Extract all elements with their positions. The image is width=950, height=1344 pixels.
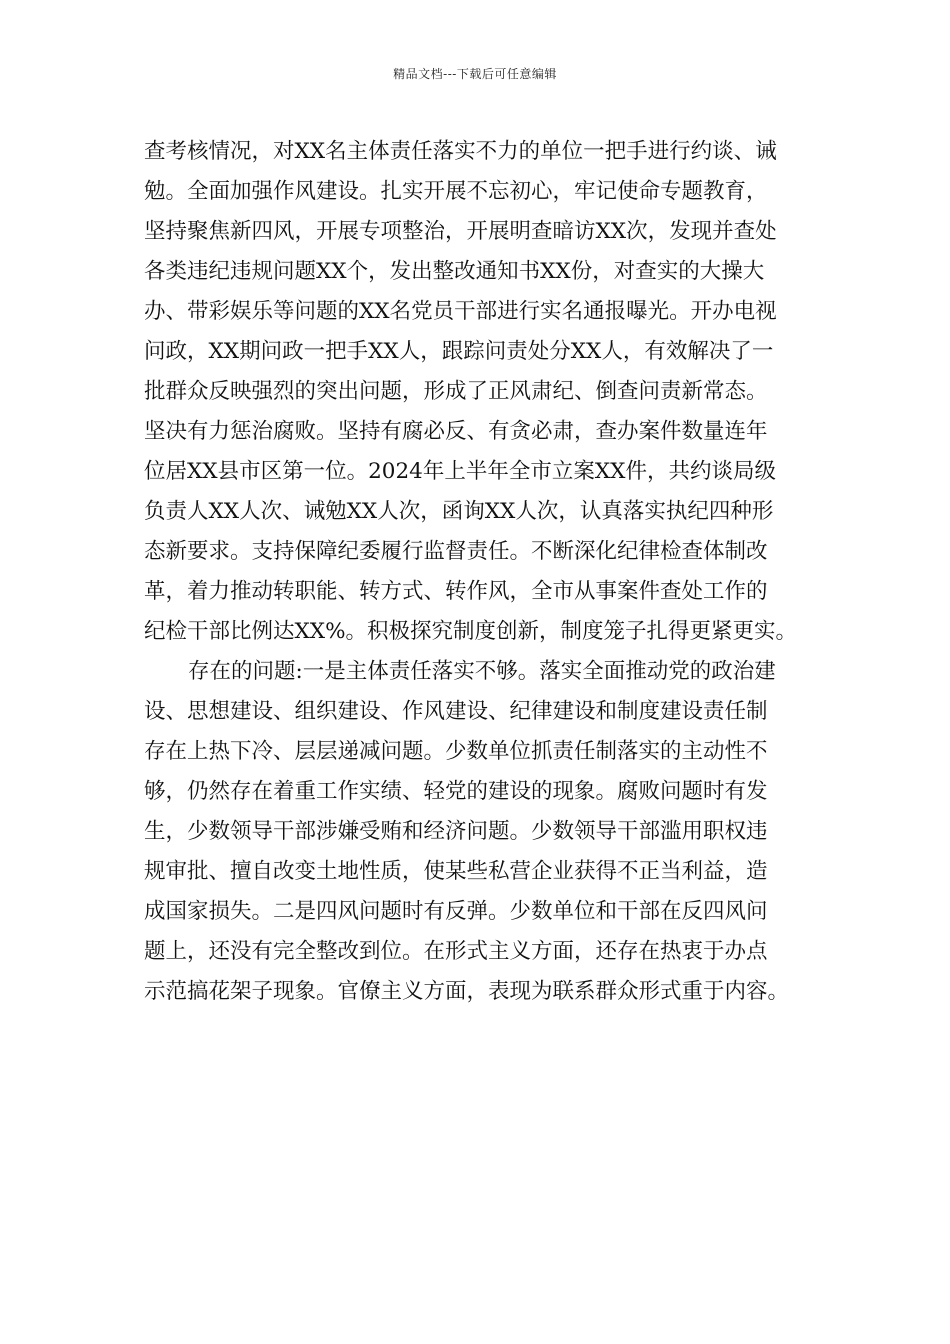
text-line: 各类违纪违规问题XX个，发出整改通知书XX份，对查实的大操大 <box>144 259 765 284</box>
paragraph-2 <box>144 652 834 1012</box>
text-line: 问政，XX期问政一把手XX人，跟踪问责处分XX人，有效解决了一 <box>144 339 774 364</box>
text-line: 坚持聚焦新四风，开展专项整治，开展明查暗访XX次，发现并查处 <box>144 219 777 244</box>
text-line: 勉。全面加强作风建设。扎实开展不忘初心，牢记使命专题教育， <box>144 179 768 204</box>
text-line: 题上，还没有完全整改到位。在形式主义方面，还存在热衷于办点 <box>144 939 768 964</box>
text-line: 查考核情况，对XX名主体责任落实不力的单位一把手进行约谈、诫 <box>144 139 777 164</box>
text-line: 成国家损失。二是四风问题时有反弹。少数单位和干部在反四风问 <box>144 899 768 924</box>
text-line: 存在的问题:一是主体责任落实不够。落实全面推动党的政治建 <box>188 659 776 684</box>
text-line: 纪检干部比例达XX%。积极探究制度创新，制度笼子扎得更紧更实。 <box>144 619 798 644</box>
text-line: 办、带彩娱乐等问题的XX名党员干部进行实名通报曝光。开办电视 <box>144 299 777 324</box>
text-line: 规审批、擅自改变土地性质，使某些私营企业获得不正当利益，造 <box>144 859 768 884</box>
text-line: 批群众反映强烈的突出问题，形成了正风肃纪、倒查问责新常态。 <box>144 379 768 404</box>
text-line: 存在上热下冷、层层递减问题。少数单位抓责任制落实的主动性不 <box>144 739 768 764</box>
text-line: 革，着力推动转职能、转方式、转作风，全市从事案件查处工作的 <box>144 579 768 604</box>
text-line: 生，少数领导干部涉嫌受贿和经济问题。少数领导干部滥用职权违 <box>144 819 768 844</box>
text-line: 坚决有力惩治腐败。坚持有腐必反、有贪必肃，查办案件数量连年 <box>144 419 768 444</box>
text-line: 设、思想建设、组织建设、作风建设、纪律建设和制度建设责任制 <box>144 699 768 724</box>
paragraph-1 <box>144 132 834 652</box>
text-line: 态新要求。支持保障纪委履行监督责任。不断深化纪律检查体制改 <box>144 539 768 564</box>
text-line: 负责人XX人次、诫勉XX人次，函询XX人次，认真落实执纪四种形 <box>144 499 774 524</box>
text-line: 够，仍然存在着重工作实绩、轻党的建设的现象。腐败问题时有发 <box>144 779 768 804</box>
text-line: 位居XX县市区第一位。2024年上半年全市立案XX件，共约谈局级 <box>144 459 776 484</box>
document-body <box>144 132 834 1012</box>
text-line: 示范搞花架子现象。官僚主义方面，表现为联系群众形式重于内容。 <box>144 979 790 1004</box>
page-header: 精品文档---下载后可任意编辑 <box>393 67 557 81</box>
